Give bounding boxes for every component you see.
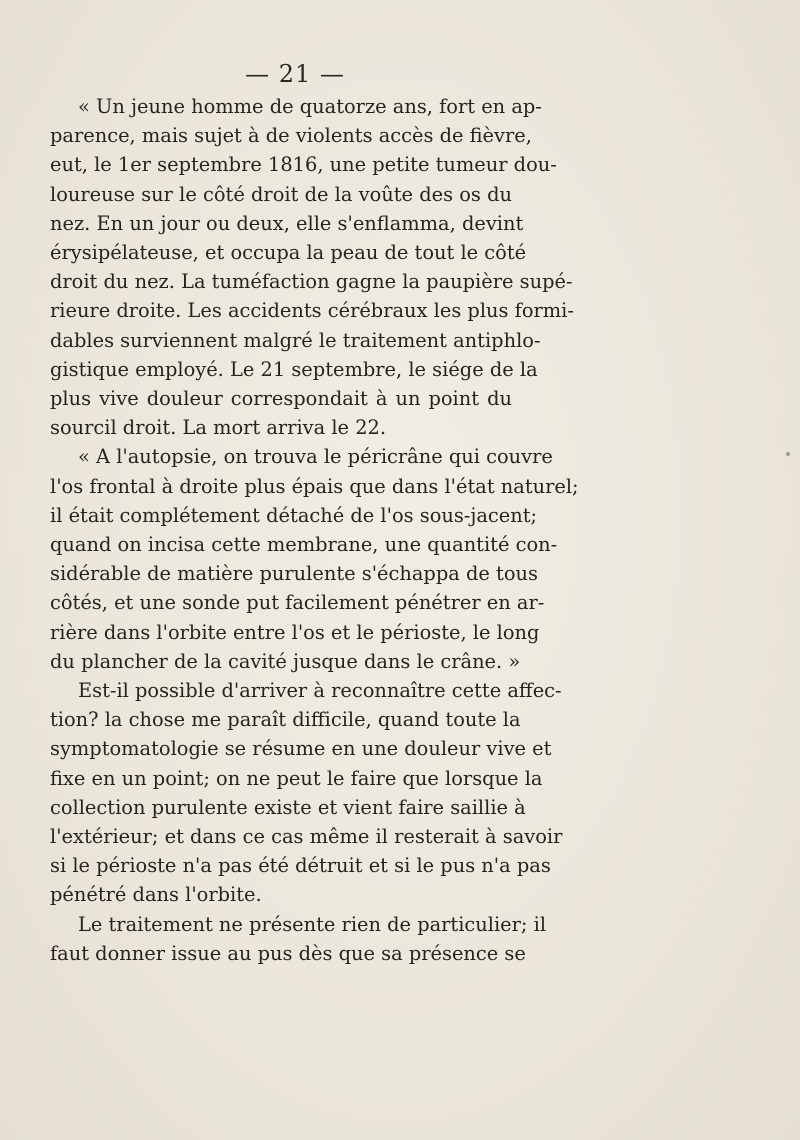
text-line: droit du nez. La tuméfaction gagne la paupière supé-: [50, 270, 573, 294]
text-line: plus vive douleur correspondait à un point du: [50, 387, 512, 411]
text-line: rieure droite. Les accidents cérébraux les plus formi-: [50, 299, 574, 323]
text-line: pénétré dans l'orbite.: [50, 883, 262, 907]
text-line: érysipélateuse, et occupa la peau de tout le côté: [50, 241, 527, 265]
text-line: si le périoste n'a pas été détruit et si le pus n'a pas: [50, 854, 551, 878]
text-line: symptomatologie se résume en une douleur vive et: [50, 737, 552, 761]
text-line: rière dans l'orbite entre l'os et le périoste, le long: [50, 620, 540, 644]
text-line: Est-il possible d'arriver à reconnaître cette affec-: [78, 679, 562, 703]
text-line: l'os frontal à droite plus épais que dans l'état naturel;: [50, 474, 579, 498]
text-line: dables surviennent malgré le traitement antiphlo-: [50, 328, 541, 352]
text-line: faut donner issue au pus dès que sa présence se: [50, 941, 526, 965]
text-line: loureuse sur le côté droit de la voûte des os du: [50, 182, 512, 206]
text-line: sourcil droit. La mort arriva le 22.: [50, 416, 387, 440]
text-line: gistique employé. Le 21 septembre, le siége de la: [50, 357, 538, 381]
text-line: « Un jeune homme de quatorze ans, fort en ap-: [78, 95, 542, 118]
text-line: quand on incisa cette membrane, une quantité con-: [50, 533, 558, 557]
text-line: fixe en un point; on ne peut le faire que lorsque la: [50, 766, 543, 790]
text-line: côtés, et une sonde put facilement pénétrer en ar-: [50, 591, 545, 615]
text-line: du plancher de la cavité jusque dans le crâne. »: [50, 649, 521, 673]
body-text: [50, 92, 579, 968]
text-line: « A l'autopsie, on trouva le péricrâne qui couvre: [78, 445, 553, 469]
text-line: sidérable de matière purulente s'échappa de tous: [50, 562, 538, 586]
text-line: tion? la chose me paraît difficile, quand toute la: [50, 708, 521, 732]
text-line: l'extérieur; et dans ce cas même il resterait à savoir: [50, 825, 563, 849]
text-line: eut, le 1er septembre 1816, une petite tumeur dou-: [50, 153, 557, 177]
ink-speck: [786, 452, 790, 456]
text-line: parence, mais sujet à de violents accès de fièvre,: [50, 124, 532, 148]
text-line: collection purulente existe et vient faire saillie à: [50, 795, 526, 819]
page-number: — 21 —: [245, 60, 345, 88]
text-line: nez. En un jour ou deux, elle s'enflamma, devint: [50, 211, 524, 235]
text-line: Le traitement ne présente rien de particulier; il: [78, 912, 547, 936]
text-line: il était complétement détaché de l'os sous-jacent;: [50, 503, 538, 527]
